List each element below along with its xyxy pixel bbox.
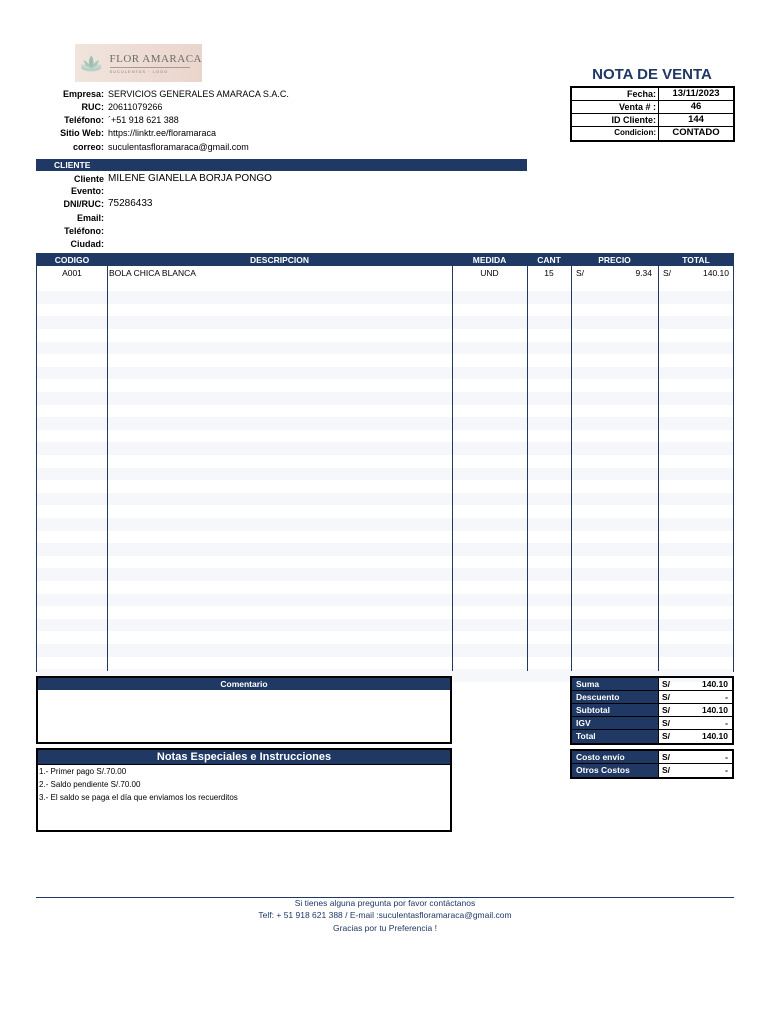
meta-row-fecha <box>572 88 733 101</box>
client-row-ciudad <box>36 237 436 250</box>
company-label: correo: <box>72 141 104 152</box>
comment-box <box>36 676 452 744</box>
column-header-description: DESCRIPCION <box>249 255 310 265</box>
extra-row-otros-costos <box>572 764 732 777</box>
meta-value: 13/11/2023 <box>672 88 720 99</box>
totals-label: IGV <box>572 717 659 729</box>
extra-currency: S/ <box>662 752 671 762</box>
meta-label: Condicion: <box>572 127 659 140</box>
company-row-sitio-web <box>36 126 336 139</box>
cell-unit: UND <box>480 268 499 278</box>
brand-tagline: SUCULENTAS · LOGO <box>109 68 169 74</box>
client-label: DNI/RUC: <box>63 198 104 209</box>
client-row-telefono <box>36 224 436 237</box>
cell-price-currency: S/ <box>576 268 585 278</box>
brand-rule <box>110 67 190 68</box>
company-row-empresa <box>36 87 336 100</box>
totals-row-igv <box>572 717 732 730</box>
company-label: RUC: <box>81 101 104 112</box>
meta-row-condicion <box>572 127 733 140</box>
client-row-email <box>36 211 436 224</box>
client-label: Cliente <box>73 173 104 184</box>
totals-currency: S/ <box>662 692 671 702</box>
row-stripe <box>37 442 733 455</box>
cell-qty: 15 <box>544 268 554 278</box>
document-meta-table <box>570 86 735 142</box>
totals-row-descuento <box>572 691 732 704</box>
company-value[interactable]: https://linktr.ee/floramaraca <box>108 127 217 138</box>
document-title: NOTA DE VENTA <box>592 66 712 83</box>
row-stripe <box>37 619 733 632</box>
totals-currency: S/ <box>662 718 671 728</box>
lotus-icon <box>79 49 104 77</box>
company-logo <box>75 44 202 82</box>
row-stripe <box>37 291 733 304</box>
column-divider <box>107 266 108 671</box>
totals-table <box>570 676 734 745</box>
totals-row-total <box>572 730 732 743</box>
comment-text[interactable] <box>38 690 450 742</box>
totals-value: 140.10 <box>702 731 728 741</box>
totals-label: Total <box>572 730 659 743</box>
cell-description: BOLA CHICA BLANCA <box>109 268 196 278</box>
client-label: Email: <box>76 212 104 223</box>
meta-value: 144 <box>688 114 704 125</box>
comment-title: Comentario <box>38 678 450 690</box>
cell-total-currency: S/ <box>663 268 672 278</box>
client-value: 75286433 <box>108 198 153 209</box>
column-header-unit: MEDIDA <box>472 255 507 265</box>
note-item: 2.- Saldo pendiente S/.70.00 <box>39 780 141 789</box>
totals-label: Suma <box>572 678 659 690</box>
row-stripe <box>37 392 733 405</box>
meta-label: Fecha: <box>572 88 659 100</box>
totals-currency: S/ <box>662 679 671 689</box>
row-stripe <box>37 342 733 355</box>
company-row-telefono <box>36 113 336 126</box>
column-header-code: CODIGO <box>54 255 90 265</box>
totals-currency: S/ <box>662 705 671 715</box>
client-label: Teléfono: <box>64 225 104 236</box>
meta-row-venta <box>572 101 733 114</box>
cell-price: 9.34 <box>635 268 652 278</box>
note-item: 3.- El saldo se paga el día que enviamos los recuerditos <box>39 793 238 802</box>
company-row-correo <box>36 140 336 153</box>
company-value[interactable]: suculentasfloramaraca@gmail.com <box>108 141 249 152</box>
totals-label: Subtotal <box>572 704 659 716</box>
meta-label: Venta # : <box>572 101 659 113</box>
company-value: SERVICIOS GENERALES AMARACA S.A.C. <box>108 88 289 99</box>
extra-costs-table <box>570 749 734 779</box>
row-stripe <box>37 417 733 430</box>
company-value: ´+51 918 621 388 <box>108 114 179 125</box>
row-stripe <box>37 594 733 607</box>
column-header-price: PRECIO <box>598 255 631 265</box>
row-stripe <box>37 644 733 657</box>
row-stripe <box>37 493 733 506</box>
client-label: Ciudad: <box>70 238 104 249</box>
totals-value: - <box>725 718 728 728</box>
company-row-ruc <box>36 100 336 113</box>
client-label: Evento: <box>70 185 104 196</box>
company-label: Teléfono: <box>64 114 104 125</box>
brand-text <box>110 53 203 74</box>
items-table <box>36 253 734 672</box>
row-stripe <box>37 367 733 380</box>
row-stripe <box>37 543 733 556</box>
row-stripe <box>37 468 733 481</box>
totals-label: Descuento <box>572 691 659 703</box>
totals-row-suma <box>572 678 732 691</box>
client-value: MILENE GIANELLA BORJA PONGO <box>108 173 272 184</box>
totals-currency: S/ <box>662 731 671 741</box>
company-label: Sitio Web: <box>60 127 104 138</box>
client-row-dni-ruc <box>36 197 436 210</box>
extra-value: - <box>725 765 728 775</box>
meta-row-id-cliente <box>572 114 733 127</box>
brand-name: FLOR AMARACA <box>109 52 202 65</box>
client-row-evento <box>36 184 436 197</box>
row-stripe <box>37 316 733 329</box>
extra-label: Costo envío <box>572 751 659 763</box>
note-item: 1.- Primer pago S/.70.00 <box>39 767 127 776</box>
row-stripe <box>37 568 733 581</box>
meta-label: ID Cliente: <box>572 114 659 126</box>
column-divider <box>658 266 659 671</box>
totals-value: 140.10 <box>702 679 728 689</box>
column-divider <box>527 266 528 671</box>
footer-line-contact-details: Telf: + 51 918 621 388 / E-mail :suculentasfloramaraca@gmail.com <box>258 910 512 920</box>
column-header-total: TOTAL <box>682 255 710 265</box>
notes-box <box>36 748 452 832</box>
column-divider <box>571 266 572 671</box>
column-header-qty: CANT <box>537 255 561 265</box>
extra-row-costo-envio <box>572 751 732 764</box>
cell-total: 140.10 <box>703 268 729 278</box>
cell-code: A001 <box>62 268 82 278</box>
notes-title: Notas Especiales e Instrucciones <box>38 750 450 765</box>
footer-line-thanks: Gracias por tu Preferencia ! <box>333 923 437 933</box>
totals-value: 140.10 <box>702 705 728 715</box>
footer-line-contact-prompt: Si tienes alguna pregunta por favor contáctanos <box>294 898 476 908</box>
company-value: 20611079266 <box>108 101 163 112</box>
totals-row-subtotal <box>572 704 732 717</box>
extra-label: Otros Costos <box>572 764 659 777</box>
meta-value: CONTADO <box>672 127 720 138</box>
company-label: Empresa: <box>62 88 104 99</box>
meta-value: 46 <box>690 101 702 112</box>
extra-currency: S/ <box>662 765 671 775</box>
client-section-header: CLIENTE <box>36 159 527 171</box>
totals-value: - <box>725 692 728 702</box>
row-stripe <box>37 518 733 531</box>
column-divider <box>452 266 453 671</box>
extra-value: - <box>725 752 728 762</box>
